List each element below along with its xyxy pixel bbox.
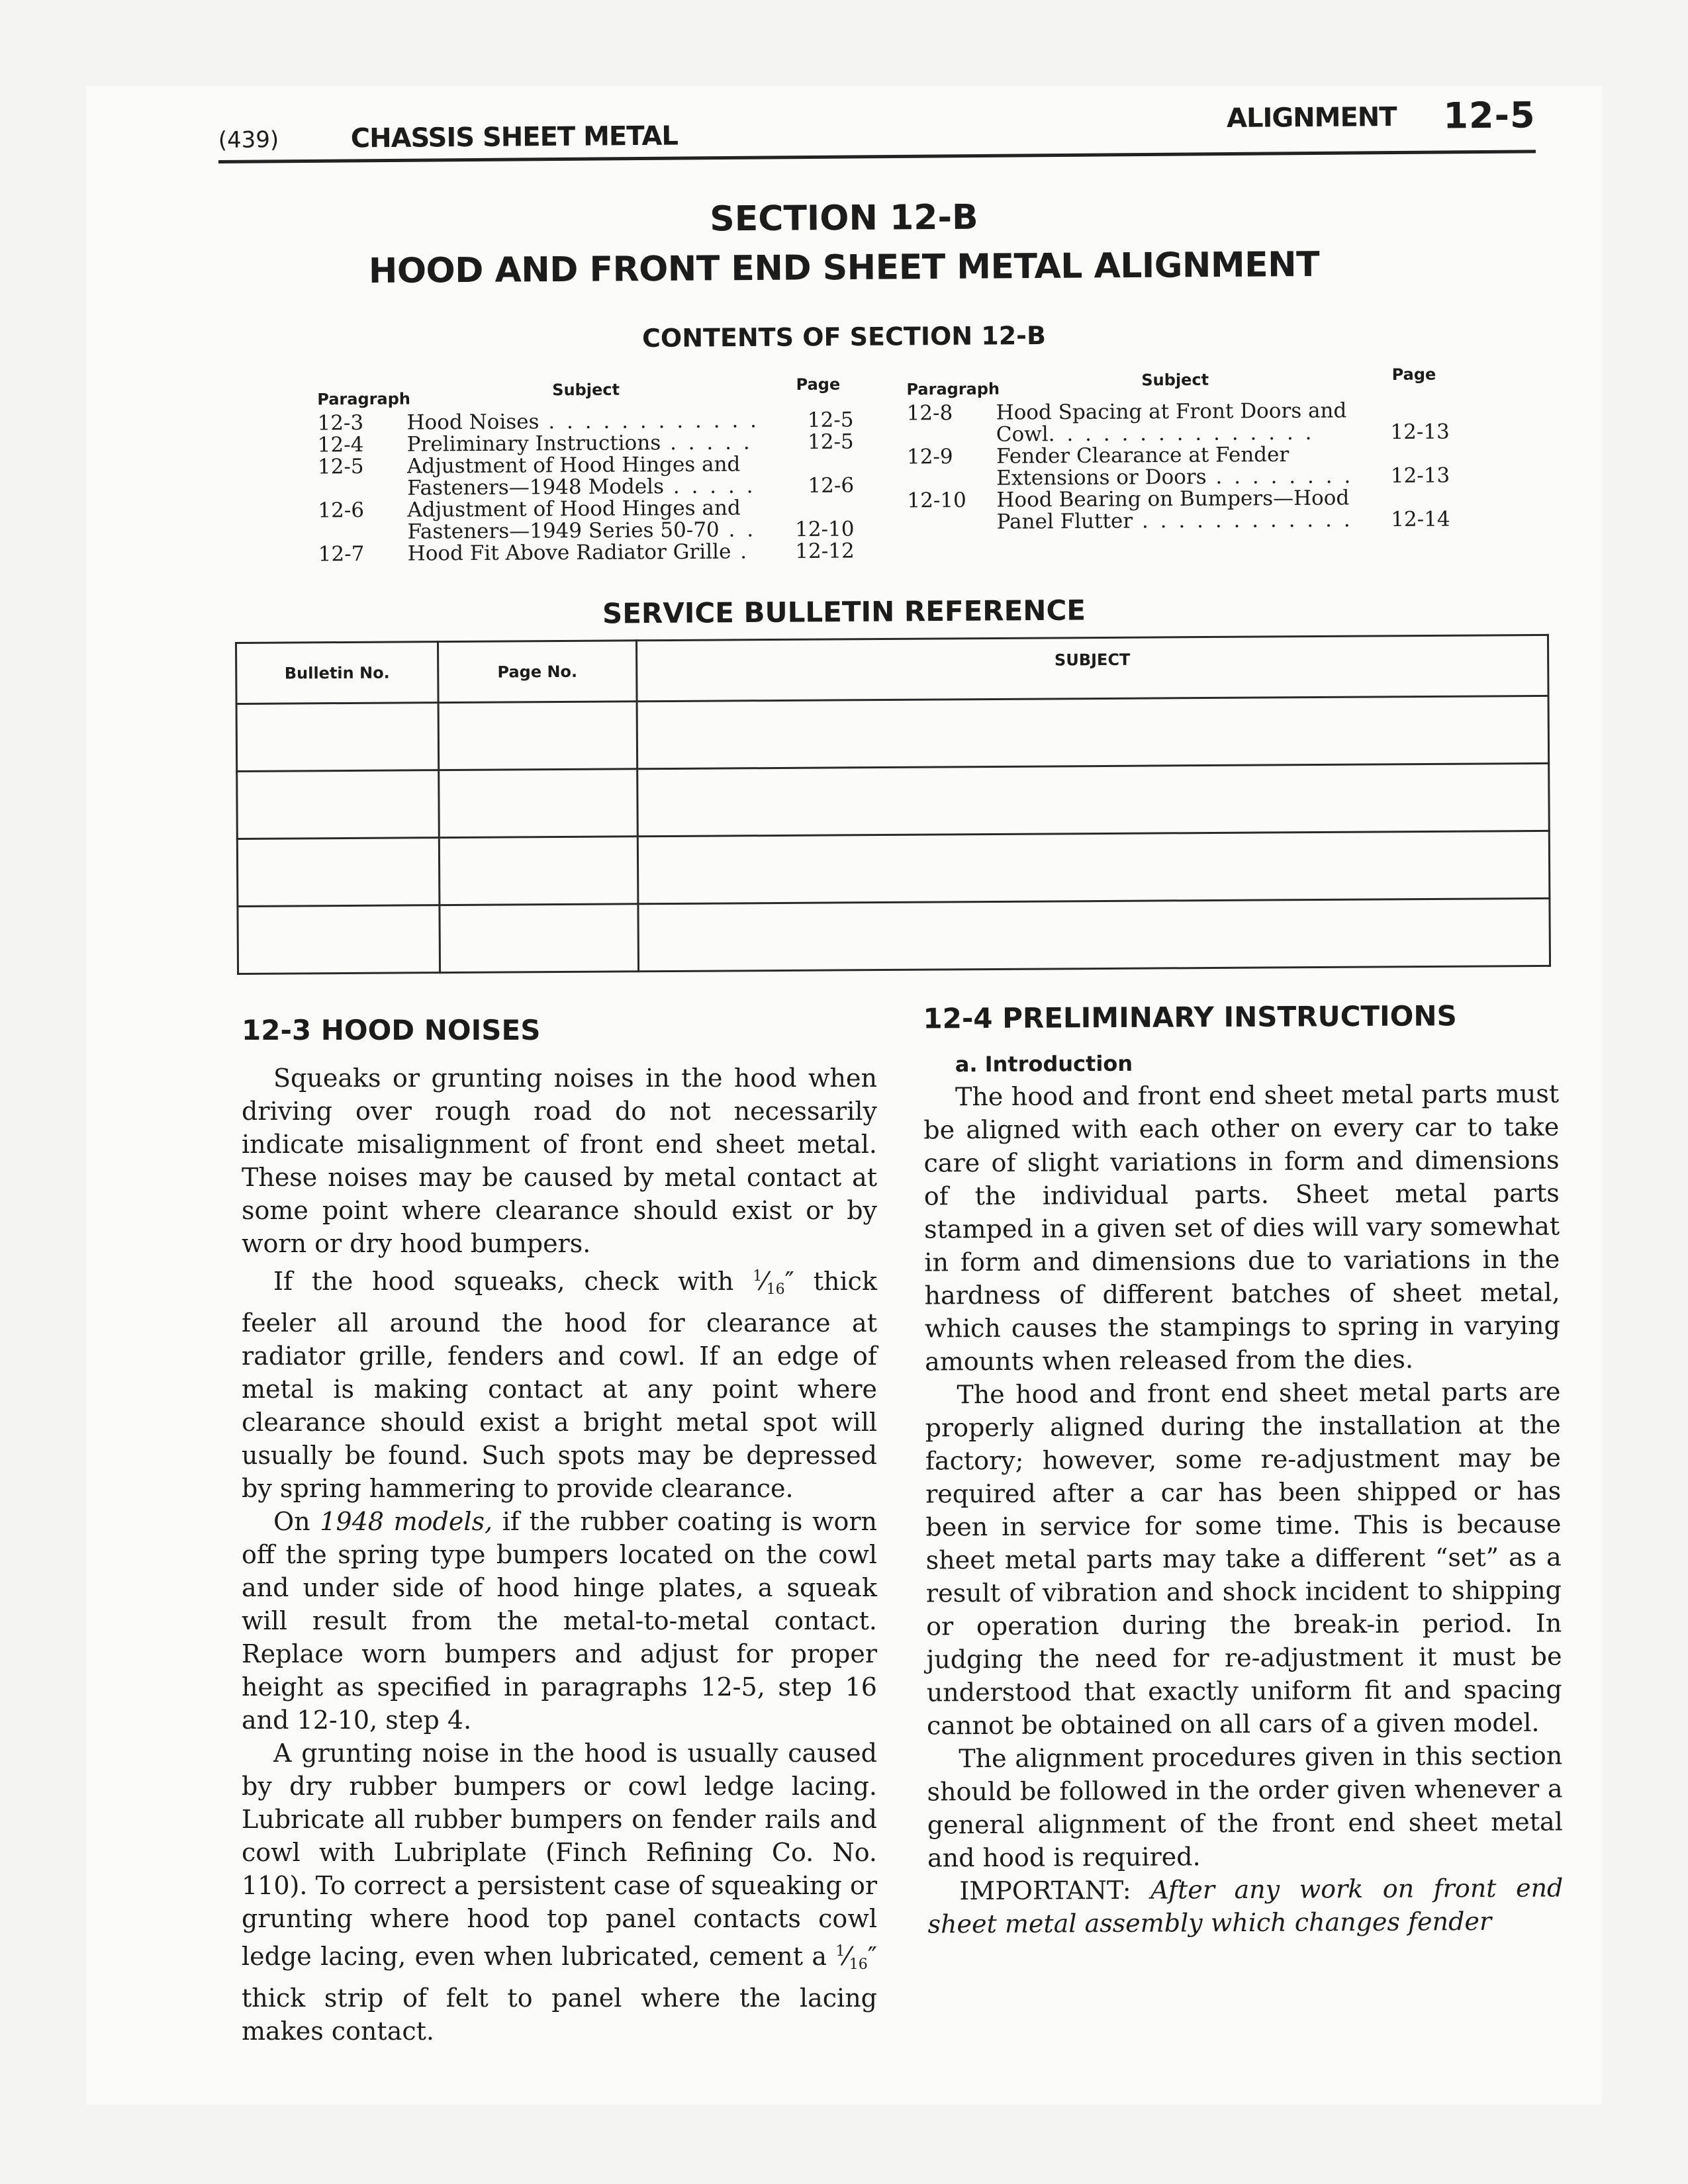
- contents-page: 12-10: [795, 517, 855, 542]
- contents-subject: Hood Bearing on Bumpers—Hood Panel Flutter . . . . . . . . . . . .: [996, 486, 1353, 534]
- column-subject: SUBJECT: [636, 635, 1548, 701]
- contents-row: [907, 399, 1450, 446]
- header-paragraph: Paragraph: [317, 389, 411, 409]
- section-subtitle: HOOD AND FRONT END SHEET METAL ALIGNMENT: [368, 244, 1320, 292]
- paragraph-number: 12-6: [318, 498, 365, 523]
- contents-rows: [317, 410, 854, 566]
- emphasis: 1948 models,: [320, 1507, 493, 1536]
- paragraph-number: 12-8: [906, 401, 953, 426]
- contents-table-right: [906, 365, 1450, 534]
- header-paragraph: Paragraph: [906, 379, 1000, 399]
- dot-leader: .: [731, 539, 750, 564]
- service-bulletin-rows: [236, 696, 1550, 974]
- contents-subject: Preliminary Instructions . . . . .: [406, 430, 753, 457]
- bulletin-no-cell: [237, 770, 440, 839]
- preliminary-heading: 12-4 PRELIMINARY INSTRUCTIONS: [923, 999, 1457, 1035]
- bulletin-no-cell: [238, 905, 440, 974]
- preliminary-instructions-section: [923, 997, 1563, 1940]
- hood-noises-section: [242, 1013, 877, 2048]
- contents-row: [318, 541, 855, 566]
- contents-subject: Adjustment of Hood Hinges and Fasteners—1949 Series 50-70 . .: [407, 496, 757, 544]
- section-page-number: 12-5: [1443, 94, 1536, 137]
- page-no-cell: [440, 904, 639, 973]
- table-row: [238, 898, 1550, 974]
- header-subject: Subject: [552, 380, 620, 400]
- contents-row: [317, 410, 853, 435]
- text: On: [273, 1507, 310, 1536]
- contents-row: [318, 497, 854, 544]
- introduction-subheading: a. Introduction: [955, 1050, 1133, 1077]
- paragraph-number: 12-9: [906, 445, 953, 469]
- paragraph: The hood and front end sheet metal parts are properly aligned during the installation at the factory; however, some re-adjustment may be required after a car has been shipped or has been in service for some time. This is because sheet metal parts may take a different “set” as a result of vibration and shock incident to shipping or operation during the break-in period. In judging the need for re-adjustment it must be understood that exactly uniform fit and spacing cannot be obtained on all cars of a given model.: [925, 1377, 1562, 1741]
- bulletin-no-cell: [236, 703, 439, 772]
- page-no-cell: [439, 837, 638, 905]
- paragraph: Squeaks or grunting noises in the hood when driving over rough road do not necessarily indicate misalignment of front end sheet metal. These noises may be caused by metal contact at some point where clearance should exist or by worn or dry hood bumpers.: [242, 1064, 877, 1258]
- subject-cell: [637, 696, 1549, 768]
- dot-leader: . . . . . . . . . . . .: [539, 408, 760, 434]
- contents-rows: [907, 399, 1450, 533]
- text: If the hood squeaks, check with: [273, 1267, 734, 1296]
- contents-subject: Hood Spacing at Front Doors and Cowl. . . . . . . . . . . . . . .: [996, 398, 1347, 447]
- contents-row: [907, 486, 1450, 533]
- contents-page: 12-12: [795, 539, 855, 564]
- bulletin-no-cell: [237, 838, 440, 907]
- contents-row: [318, 453, 854, 500]
- fraction-one-sixteenth: $^1⁄_{16}''$: [753, 1267, 794, 1298]
- table-row: [237, 831, 1550, 906]
- text: A grunting noise in the hood is usually caused by dry rubber bumpers or cowl ledge lacing. Lubricate all rubber bumpers on fender rails and cowl with Lubriplate (Finch Refining Co. No. 110). To correct a persistent case of squeaking or grunting where hood top panel contacts cowl ledge lacing, even when lubricated, cement a: [242, 1739, 877, 1971]
- paragraph-number: 12-7: [318, 542, 365, 567]
- contents-page: 12-5: [807, 408, 854, 432]
- emphasis: After any work on front end sheet metal assembly which changes fender: [927, 1873, 1564, 1939]
- table-header-row: [236, 635, 1549, 704]
- dot-leader: . . . . . . . .: [1206, 464, 1354, 489]
- contents-row: [907, 443, 1450, 490]
- paragraph: [242, 1505, 877, 1737]
- table-row: [236, 696, 1549, 771]
- contents-row: [318, 432, 854, 457]
- service-bulletin-title: SERVICE BULLETIN REFERENCE: [602, 594, 1086, 630]
- table-row: [237, 763, 1550, 839]
- subject-cell: [638, 898, 1550, 971]
- text: if the rubber coating is worn off the spring type bumpers located on the cowl and under side of hood hinge plates, a squeak will result from the metal-to-metal contact. Replace worn bumpers and adjust for proper height as specified in paragraphs 12-5, step 16 and 12-10, step 4.: [242, 1507, 877, 1735]
- paragraph: [242, 1260, 877, 1505]
- contents-subject: Adjustment of Hood Hinges and Fasteners—1948 Models . . . . .: [406, 452, 756, 500]
- subject-cell: [637, 831, 1550, 903]
- paragraph: [242, 1737, 877, 2048]
- fraction-one-sixteenth: $^1⁄_{16}''$: [835, 1942, 877, 1973]
- paragraph: [927, 1871, 1564, 1940]
- dot-leader: . . . . . . . . . . . . . . .: [1048, 420, 1315, 447]
- contents-page: 12-13: [1390, 463, 1450, 488]
- dot-leader: . . . . .: [663, 474, 756, 499]
- header-topic: ALIGNMENT: [1226, 102, 1397, 134]
- paragraph-number: 12-4: [317, 433, 364, 457]
- paragraph-number: 12-3: [317, 411, 364, 435]
- dot-leader: . . . . . . . . . . . .: [1133, 508, 1353, 533]
- contents-header: [906, 365, 1449, 402]
- contents-page: 12-14: [1391, 507, 1450, 532]
- contents-page: 12-6: [808, 473, 855, 498]
- subject-cell: [637, 763, 1550, 836]
- section-title: SECTION 12-B: [710, 197, 978, 240]
- contents-subject: Fender Clearance at Fender Extensions or Doors . . . . . . . .: [996, 442, 1354, 490]
- paragraph-number: 12-10: [907, 488, 966, 513]
- header-page: Page: [796, 375, 841, 394]
- column-bulletin-no: Bulletin No.: [236, 642, 439, 704]
- service-bulletin-table: [235, 634, 1551, 975]
- dot-leader: . .: [719, 518, 757, 542]
- contents-page: 12-13: [1390, 420, 1450, 445]
- page-no-cell: [438, 702, 637, 770]
- text: thick feeler all around the hood for clearance at radiator grille, fenders and cowl. If an edge of metal is making contact at any point where clearance should exist a bright metal spot will usually be found. Such spots may be depressed by spring hammering to provide clearance.: [242, 1267, 877, 1503]
- contents-header: [317, 375, 853, 413]
- column-page-no: Page No.: [438, 641, 637, 703]
- contents-subject: Hood Noises . . . . . . . . . . . .: [406, 408, 760, 435]
- page-no-cell: [439, 769, 638, 838]
- hood-noises-heading: 12-3 HOOD NOISES: [242, 1014, 541, 1046]
- header-subject: Subject: [1141, 370, 1209, 390]
- contents-title: CONTENTS OF SECTION 12-B: [641, 320, 1047, 353]
- text: thick strip of felt to panel where the lacing makes contact.: [242, 1983, 877, 2046]
- page-number: (439): [218, 126, 279, 154]
- paragraph: The hood and front end sheet metal parts must be aligned with each other on every car to take care of slight variations in form and dimensions of the individual parts. Sheet metal parts stamped in a given set of dies will vary somewhat in form and dimensions due to variations in the hardness of different batches of sheet metal, which causes the stampings to spring in varying amounts when released from the dies.: [923, 1079, 1560, 1377]
- chapter-title: CHASSIS SHEET METAL: [350, 120, 679, 154]
- contents-table-left: [317, 375, 855, 567]
- paragraph-number: 12-5: [317, 455, 364, 479]
- dot-leader: . . . . .: [661, 430, 753, 455]
- header-page: Page: [1391, 365, 1436, 385]
- paragraph: The alignment procedures given in this section should be followed in the order given whenever a general alignment of the front end sheet metal and hood is required.: [927, 1741, 1563, 1873]
- important-label: IMPORTANT:: [959, 1875, 1131, 1906]
- contents-subject: Hood Fit Above Radiator Grille .: [407, 539, 750, 566]
- contents-page: 12-5: [807, 430, 854, 454]
